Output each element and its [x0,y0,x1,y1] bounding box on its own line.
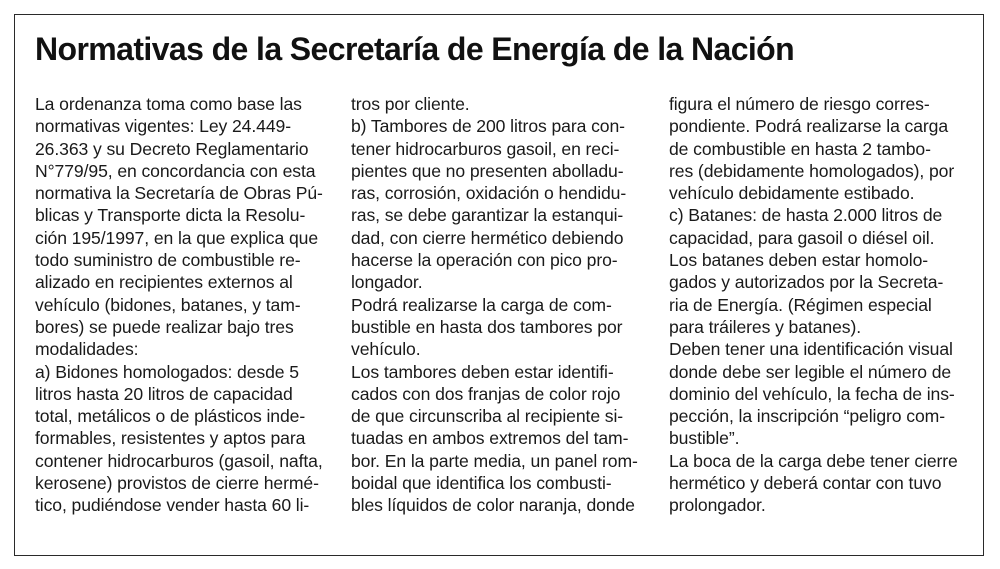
text-line: b) Tambores de 200 litros para con- [351,116,625,137]
text-line: de que circunscriba al recipiente si- [351,406,624,427]
text-line: pientes que no presenten abolladu- [351,160,624,181]
text-line: bustible”. [669,428,740,449]
article-box [14,14,984,556]
text-line: modalidades: [35,339,139,360]
text-line: capacidad, para gasoil o diésel oil. [669,227,935,248]
text-column-3 [669,93,959,517]
text-line: blicas y Transporte dicta la Resolu- [35,205,306,226]
text-line: boidal que identifica los combusti- [351,473,612,494]
text-line: Deben tener una identificación visual [669,339,953,360]
text-line: prolongador. [669,495,766,516]
text-line: pondiente. Podrá realizarse la carga [669,116,949,137]
text-line: vehículo debidamente estibado. [669,183,915,204]
text-line: vehículo (bidones, batanes, y tam- [35,294,301,315]
text-line: figura el número de riesgo corres- [669,94,930,114]
text-line: ras, se debe garantizar la estanqui- [351,205,624,226]
text-line: contener hidrocarburos (gasoil, nafta, [35,450,323,471]
text-line: Los batanes deben estar homolo- [669,250,929,271]
text-line: a) Bidones homologados: desde 5 [35,361,299,382]
article-title: Normativas de la Secretaría de Energía de la Nación [35,31,795,67]
text-line: normativas vigentes: Ley 24.449- [35,116,291,137]
text-column-2 [351,93,641,517]
text-line: tuadas en ambos extremos del tam- [351,428,629,449]
text-line: La ordenanza toma como base las [35,94,302,114]
text-column-1 [35,93,325,517]
text-line: alizado en recipientes externos al [35,272,293,293]
text-line: formables, resistentes y aptos para [35,428,306,449]
text-line: vehículo. [351,339,421,360]
text-line: donde debe ser legible el número de [669,361,952,382]
text-line: Podrá realizarse la carga de com- [351,294,612,315]
text-line: litros hasta 20 litros de capacidad [35,383,293,404]
text-line: bles líquidos de color naranja, donde [351,495,635,516]
text-line: tico, pudiéndose vender hasta 60 li- [35,495,310,516]
text-line: pección, la inscripción “peligro com- [669,406,945,427]
text-line: c) Batanes: de hasta 2.000 litros de [669,205,943,226]
text-line: ción 195/1997, en la que explica que [35,227,319,248]
text-line: Los tambores deben estar identifi- [351,361,614,382]
text-line: hacerse la operación con pico pro- [351,250,618,271]
text-line: kerosene) provistos de cierre hermé- [35,473,319,494]
text-line: bustible en hasta dos tambores por [351,316,623,337]
text-line: dad, con cierre hermético debiendo [351,227,624,248]
text-line: N°779/95, en concordancia con esta [35,160,316,181]
text-line: ria de Energía. (Régimen especial [669,294,932,315]
text-line: para tráileres y batanes). [669,316,862,337]
text-line: todo suministro de combustible re- [35,250,301,271]
text-line: gados y autorizados por la Secreta- [669,272,944,293]
text-line: total, metálicos o de plásticos inde- [35,406,306,427]
text-line: ras, corrosión, oxidación o hendidu- [351,183,627,204]
text-line: res (debidamente homologados), por [669,160,955,181]
text-line: normativa la Secretaría de Obras Pú- [35,183,323,204]
text-line: hermético y deberá contar con tuvo [669,473,942,494]
text-line: bor. En la parte media, un panel rom- [351,450,638,471]
text-line: dominio del vehículo, la fecha de ins- [669,383,955,404]
text-line: La boca de la carga debe tener cierre [669,450,958,471]
text-line: tener hidrocarburos gasoil, en reci- [351,138,620,159]
text-line: tros por cliente. [351,94,470,114]
text-line: longador. [351,272,423,293]
text-line: 26.363 y su Decreto Reglamentario [35,138,309,159]
text-line: bores) se puede realizar bajo tres [35,316,294,337]
text-line: cados con dos franjas de color rojo [351,383,621,404]
text-line: de combustible en hasta 2 tambo- [669,138,931,159]
